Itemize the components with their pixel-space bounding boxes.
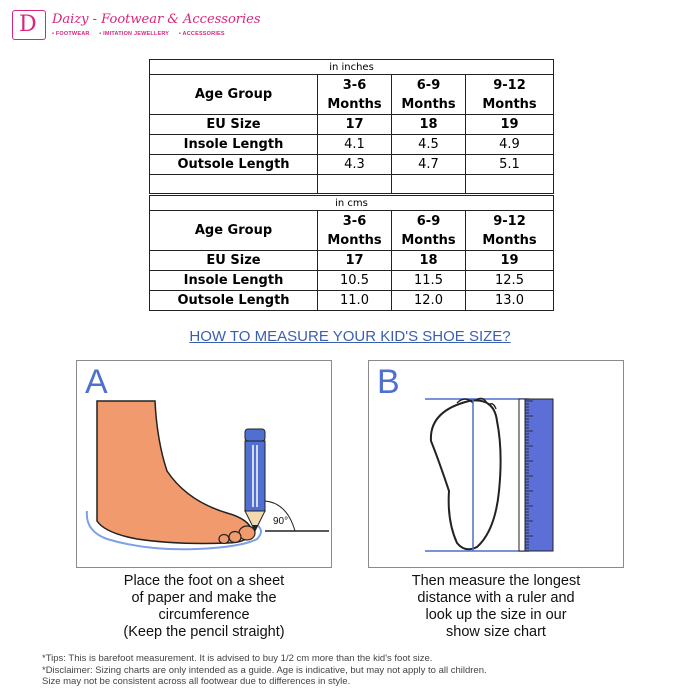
angle-label: 90° <box>273 516 289 527</box>
row-label: Insole Length <box>150 271 318 291</box>
brand-tag: • ACCESSORIES <box>178 31 225 37</box>
table-row <box>150 291 554 311</box>
caption-line: distance with a ruler and <box>417 590 575 606</box>
table-row <box>150 271 554 291</box>
row-label: Insole Length <box>150 135 318 155</box>
caption-line: Place the foot on a sheet <box>123 573 285 589</box>
tip-note: *Tips: This is barefoot measurement. It is advised to buy 1/2 cm more than the kid's foot size. <box>42 653 433 664</box>
cell: 5.1 <box>466 155 554 175</box>
cell: 10.5 <box>318 271 392 291</box>
panel-letter-b: B <box>377 363 400 401</box>
cell: 4.7 <box>392 155 466 175</box>
age-header: 6-9 Months <box>392 211 466 251</box>
age-header: 3-6 Months <box>318 211 392 251</box>
cell: 11.0 <box>318 291 392 311</box>
table-row <box>150 135 554 155</box>
pencil-icon <box>245 429 265 531</box>
logo-letter: D <box>19 12 37 37</box>
caption-line: Then measure the longest <box>411 573 581 589</box>
brand-tags <box>52 31 233 37</box>
caption-a <box>74 573 334 641</box>
cell: 4.9 <box>466 135 554 155</box>
cell: 4.3 <box>318 155 392 175</box>
size-table-cms <box>149 195 554 311</box>
caption-line: show size chart <box>446 624 546 640</box>
panel-b-ruler-measure <box>368 360 624 568</box>
disclaimer-note: *Disclaimer: Sizing charts are only intended as a guide. Age is indicative, but may not apply to all children. <box>42 664 487 676</box>
age-group-label: Age Group <box>150 211 318 251</box>
row-label: EU Size <box>150 115 318 135</box>
cell: 19 <box>466 251 554 271</box>
age-header: 3-6 Months <box>318 75 392 115</box>
cell: 19 <box>466 115 554 135</box>
age-header: 9-12 Months <box>466 211 554 251</box>
ruler-measure-illustration <box>369 361 625 569</box>
caption-line: circumference <box>158 607 250 623</box>
cell: 12.0 <box>392 291 466 311</box>
cell: 13.0 <box>466 291 554 311</box>
brand-tag: • FOOTWEAR <box>52 31 90 37</box>
cell: 18 <box>392 115 466 135</box>
brand-header <box>12 10 272 42</box>
cell: 17 <box>318 115 392 135</box>
cell: 11.5 <box>392 271 466 291</box>
caption-line: look up the size in our <box>425 607 567 623</box>
table-row <box>150 155 554 175</box>
footnotes <box>42 653 487 688</box>
age-group-label: Age Group <box>150 75 318 115</box>
foot-icon <box>97 401 252 544</box>
disclaimer-note: Size may not be consistent across all footwear due to differences in style. <box>42 676 351 687</box>
cell: 4.1 <box>318 135 392 155</box>
brand-name: Daizy - Footwear & Accessories <box>52 12 261 27</box>
table-row <box>150 251 554 271</box>
ruler-icon <box>519 399 553 551</box>
age-header: 6-9 Months <box>392 75 466 115</box>
row-label: Outsole Length <box>150 155 318 175</box>
foot-tracing-illustration <box>77 361 333 569</box>
caption-line: of paper and make the <box>131 590 277 606</box>
unit-label: in inches <box>150 60 554 75</box>
caption-b <box>366 573 626 641</box>
how-to-measure-title: HOW TO MEASURE YOUR KID'S SHOE SIZE? <box>189 328 511 345</box>
cell: 4.5 <box>392 135 466 155</box>
unit-label: in cms <box>150 196 554 211</box>
row-label: EU Size <box>150 251 318 271</box>
panel-a-foot-tracing <box>76 360 332 568</box>
row-label: Outsole Length <box>150 291 318 311</box>
size-table-inches <box>149 59 554 194</box>
cell: 18 <box>392 251 466 271</box>
footprint-icon <box>431 400 501 549</box>
age-header: 9-12 Months <box>466 75 554 115</box>
brand-tag: • IMITATION JEWELLERY <box>99 31 170 37</box>
cell: 12.5 <box>466 271 554 291</box>
caption-line: (Keep the pencil straight) <box>123 624 285 640</box>
table-row <box>150 115 554 135</box>
cell: 17 <box>318 251 392 271</box>
logo <box>12 10 46 40</box>
panel-letter-a: A <box>85 363 108 401</box>
spacer-row <box>150 175 554 194</box>
